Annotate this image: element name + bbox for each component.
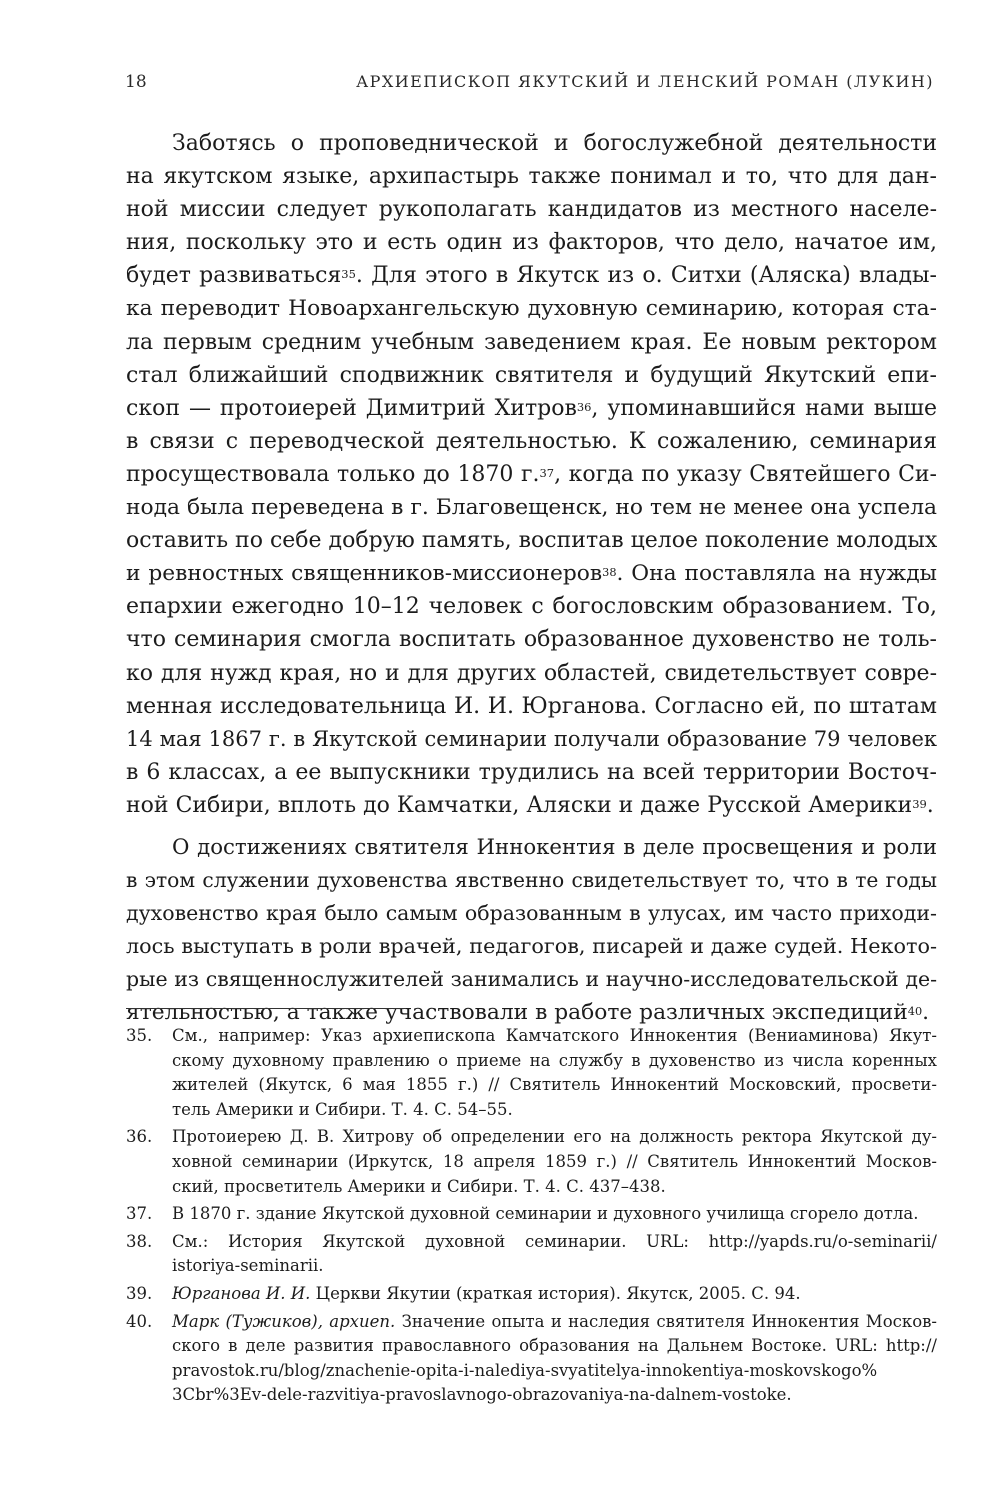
text-line — [126, 557, 937, 590]
text-run: и ревностных священников-миссионеров — [126, 561, 603, 587]
text-run: ятельностью, а также участвовали в работе различных экспедиций — [126, 1000, 908, 1026]
footnote-40 — [126, 1310, 937, 1408]
text-line: епархии ежегодно 10–12 человек с богословским образованием. То, — [126, 594, 937, 620]
text-line: что семинария смогла воспитать образованное духовенство не толь- — [126, 627, 937, 653]
text-run: скоп — протоиерей Димитрий Хитров — [126, 395, 577, 421]
footnote-line: жителей (Якутск, 6 мая 1855 г.) // Святитель Иннокентий Московский, просвети- — [172, 1075, 937, 1095]
footnote-text — [172, 1310, 937, 1408]
footnote-38 — [126, 1230, 937, 1279]
footnote-line: ского в деле развития православного образования на Дальнем Востоке. URL: http:// — [172, 1336, 937, 1356]
footnote-37 — [126, 1202, 937, 1227]
footnote-line — [172, 1310, 937, 1335]
running-title: АРХИЕПИСКОП ЯКУТСКИЙ И ЛЕНСКИЙ РОМАН (ЛУКИН) — [356, 72, 934, 91]
footnote-author: Марк (Тужиков), архиеп. — [172, 1311, 396, 1331]
text-line: в связи с переводческой деятельностью. К сожалению, семинария — [126, 428, 937, 454]
footnote-ref-36[interactable]: 36 — [576, 399, 592, 414]
text-line: ния, поскольку это и есть один из факторов, что дело, начатое им, — [126, 230, 937, 256]
text-line: ной миссии следует рукополагать кандидатов из местного населе- — [126, 197, 937, 223]
text-line: 14 мая 1867 г. в Якутской семинарии получали образование 79 человек — [126, 726, 937, 751]
text-line: на якутском языке, архипастырь также понимал и то, что для дан- — [126, 164, 937, 190]
footnote-36 — [126, 1125, 937, 1199]
text-line: духовенство края было самым образованным в улусах, им часто приходи- — [126, 901, 937, 926]
footnote-number: 40. — [126, 1311, 153, 1331]
paragraph-2 — [126, 831, 937, 1030]
text-run: , упоминавшийся нами выше — [591, 395, 938, 421]
text-line: лось выступать в роли врачей, педагогов, писарей и даже судей. Некото- — [126, 934, 937, 959]
footnote-line: В 1870 г. здание Якутской духовной семинарии и духовного училища сгорело дотла. — [172, 1204, 919, 1224]
footnote-line — [172, 1282, 937, 1307]
footnote-number: 38. — [126, 1231, 153, 1251]
text-line — [126, 458, 937, 491]
footnote-line: ский, просветитель Америки и Сибири. Т. 4. С. 437–438. — [172, 1176, 666, 1196]
footnote-number: 36. — [126, 1127, 153, 1147]
text-line: в 6 классах, а ее выпускники трудились на всей территории Восточ- — [126, 759, 937, 785]
text-run: . Она поставляла на нужды — [616, 561, 937, 587]
footnote-line: ховной семинарии (Иркутск, 18 апреля 1859 г.) // Святитель Иннокентий Москов- — [172, 1151, 937, 1171]
footnote-35 — [126, 1024, 937, 1122]
text-line: в этом служении духовенства явственно свидетельствует то, что в те годы — [126, 868, 937, 893]
footnote-text — [172, 1024, 937, 1122]
footnote-number: 37. — [126, 1204, 153, 1224]
paragraph-gap — [126, 822, 937, 831]
text-line: стал ближайший сподвижник святителя и будущий Якутский епи- — [126, 362, 937, 388]
text-run: . — [922, 1000, 930, 1026]
footnote-text — [172, 1202, 937, 1227]
text-run: . — [926, 792, 934, 818]
footnote-line: См., например: Указ архиепископа Камчатского Иннокентия (Вениаминова) Якут- — [172, 1026, 937, 1045]
text-line: ла первым средним учебным заведением края. Ее новым ректором — [126, 329, 937, 355]
footnote-ref-35[interactable]: 35 — [341, 267, 356, 282]
text-line — [126, 259, 937, 292]
paragraph-1 — [126, 127, 937, 822]
text-line: рые из священнослужителей занимались и научно-исследовательской де- — [126, 967, 937, 992]
text-run: Значение опыта и наследия святителя Иннокентия Москов- — [395, 1311, 937, 1331]
text-line: О достижениях святителя Иннокентия в деле просвещения и роли — [172, 834, 937, 860]
text-run: просуществовала только до 1870 г. — [126, 461, 540, 487]
footnote-line: скому духовному правлению о приеме на службу в духовенство из числа коренных — [172, 1050, 937, 1070]
text-line: менная исследовательница И. И. Юрганова. Согласно ей, по штатам — [126, 693, 937, 719]
body-text — [126, 127, 937, 1030]
text-line: ка переводит Новоархангельскую духовную семинарию, которая ста- — [126, 296, 937, 322]
text-line — [126, 789, 937, 822]
footnote-number: 39. — [126, 1283, 153, 1303]
text-line: Заботясь о проповеднической и богослужебной деятельности — [172, 131, 937, 156]
footnote-line: istoriya-seminarii. — [172, 1256, 324, 1276]
footnote-ref-39[interactable]: 39 — [912, 796, 927, 811]
footnote-author: Юрганова И. И. — [172, 1283, 311, 1303]
page-number: 18 — [125, 72, 147, 92]
footnote-text — [172, 1282, 937, 1307]
footnote-line: Протоиерею Д. В. Хитрову об определении его на должность ректора Якутской ду- — [172, 1127, 937, 1147]
footnote-39 — [126, 1282, 937, 1307]
text-run: . Для этого в Якутск из о. Ситхи (Аляска) влады- — [355, 263, 937, 289]
footnote-number: 35. — [126, 1026, 153, 1045]
footnote-ref-38[interactable]: 38 — [602, 566, 617, 580]
footnote-divider — [126, 1008, 406, 1009]
text-run: ной Сибири, вплоть до Камчатки, Аляски и даже Русской Америки — [126, 792, 913, 818]
text-run: , когда по указу Святейшего Си- — [554, 461, 937, 487]
footnote-text — [172, 1125, 937, 1199]
text-line: ко для нужд края, но и для других областей, свидетельствует совре- — [126, 660, 937, 686]
running-header — [125, 72, 934, 92]
text-line — [126, 392, 937, 425]
text-line: оставить по себе добрую память, воспитав целое поколение молодых — [126, 528, 938, 554]
footnote-url-line[interactable]: pravostok.ru/blog/znachenie-opita-i-nalediya-svyatitelya-innokentiya-moskovskogo% — [172, 1360, 878, 1380]
text-run: Церкви Якутии (краткая история). Якутск, 2005. С. 94. — [310, 1283, 801, 1303]
footnote-ref-37[interactable]: 37 — [539, 465, 555, 480]
footnote-ref-40[interactable]: 40 — [907, 1005, 923, 1019]
text-run: будет развиваться — [126, 263, 342, 289]
footnotes — [126, 1024, 937, 1411]
footnote-line: тель Америки и Сибири. Т. 4. С. 54–55. — [172, 1099, 513, 1119]
footnote-url-line[interactable]: 3Cbr%3Ev-dele-razvitiya-pravoslavnogo-obrazovaniya-na-dalnem-vostoke. — [172, 1385, 792, 1405]
footnote-line: См.: История Якутской духовной семинарии. URL: http://yapds.ru/o-seminarii/ — [172, 1231, 937, 1251]
text-line: нода была переведена в г. Благовещенск, но тем не менее она успела — [126, 495, 937, 521]
footnote-text — [172, 1230, 937, 1279]
